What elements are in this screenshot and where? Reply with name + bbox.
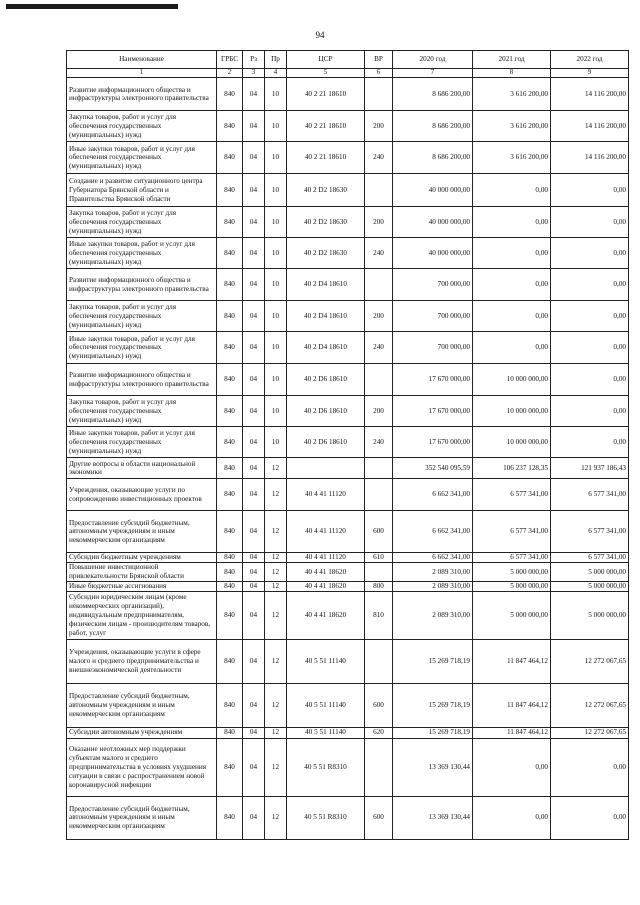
csr-cell: 40 4 41 18620: [287, 563, 365, 582]
csr-cell: 40 5 51 11140: [287, 639, 365, 683]
column-number: 3: [243, 69, 265, 78]
vr-cell: 240: [365, 238, 393, 269]
amount-2021: 0,00: [473, 796, 551, 839]
pr-cell: 12: [265, 511, 287, 553]
amount-2020: 15 269 718,19: [393, 639, 473, 683]
pr-cell: 10: [265, 269, 287, 301]
amount-2021: 11 847 464,12: [473, 727, 551, 738]
vr-cell: 600: [365, 683, 393, 727]
grbs-cell: 840: [217, 269, 243, 301]
pr-cell: 12: [265, 738, 287, 796]
amount-2022: 6 577 341,00: [551, 479, 629, 511]
vr-cell: 200: [365, 396, 393, 427]
amount-2021: 3 616 200,00: [473, 111, 551, 142]
grbs-cell: 840: [217, 639, 243, 683]
amount-2020: 13 369 130,44: [393, 738, 473, 796]
column-header: Рз: [243, 51, 265, 69]
table-row: [67, 458, 629, 479]
csr-cell: 40 2 D4 18610: [287, 269, 365, 301]
column-header: ГРБС: [217, 51, 243, 69]
amount-2020: 2 089 310,00: [393, 591, 473, 639]
rz-cell: 04: [243, 142, 265, 174]
row-name: Иные бюджетные ассигнования: [67, 581, 217, 591]
amount-2022: 0,00: [551, 427, 629, 458]
table-row: [67, 427, 629, 458]
vr-cell: 810: [365, 591, 393, 639]
vr-cell: 600: [365, 796, 393, 839]
pr-cell: 12: [265, 479, 287, 511]
pr-cell: 10: [265, 301, 287, 332]
row-name: Закупка товаров, работ и услуг для обеспечения государственных (муниципальных) нужд: [67, 301, 217, 332]
amount-2020: 352 540 095,59: [393, 458, 473, 479]
amount-2021: 10 000 000,00: [473, 364, 551, 396]
amount-2022: 0,00: [551, 174, 629, 207]
column-number: 7: [393, 69, 473, 78]
row-name: Иные закупки товаров, работ и услуг для обеспечения государственных (муниципальных) нужд: [67, 238, 217, 269]
amount-2022: 0,00: [551, 332, 629, 364]
rz-cell: 04: [243, 364, 265, 396]
amount-2020: 15 269 718,19: [393, 683, 473, 727]
row-name: Иные закупки товаров, работ и услуг для обеспечения государственных (муниципальных) нужд: [67, 142, 217, 174]
pr-cell: 10: [265, 427, 287, 458]
table-row: [67, 142, 629, 174]
amount-2020: 8 686 200,00: [393, 111, 473, 142]
pr-cell: 10: [265, 396, 287, 427]
vr-cell: [365, 738, 393, 796]
amount-2020: 2 089 310,00: [393, 581, 473, 591]
rz-cell: 04: [243, 563, 265, 582]
vr-cell: [365, 364, 393, 396]
pr-cell: 12: [265, 458, 287, 479]
table-row: [67, 581, 629, 591]
vr-cell: [365, 563, 393, 582]
vr-cell: 800: [365, 581, 393, 591]
row-name: Закупка товаров, работ и услуг для обеспечения государственных (муниципальных) нужд: [67, 396, 217, 427]
pr-cell: 10: [265, 207, 287, 238]
row-name: Субсидии автономным учреждениям: [67, 727, 217, 738]
amount-2021: 0,00: [473, 174, 551, 207]
table-body: [67, 78, 629, 840]
grbs-cell: 840: [217, 563, 243, 582]
rz-cell: 04: [243, 207, 265, 238]
amount-2021: 6 577 341,00: [473, 553, 551, 563]
amount-2021: 5 000 000,00: [473, 581, 551, 591]
rz-cell: 04: [243, 581, 265, 591]
row-name: Предоставление субсидий бюджетным, автономным учреждениям и иным некоммерческим организациям: [67, 683, 217, 727]
grbs-cell: 840: [217, 581, 243, 591]
pr-cell: 10: [265, 142, 287, 174]
pr-cell: 10: [265, 78, 287, 111]
rz-cell: 04: [243, 553, 265, 563]
csr-cell: 40 4 41 18620: [287, 581, 365, 591]
amount-2022: 5 000 000,00: [551, 581, 629, 591]
column-number: 2: [217, 69, 243, 78]
amount-2020: 6 662 341,00: [393, 553, 473, 563]
row-name: Развитие информационного общества и инфраструктуры электронного правительства: [67, 364, 217, 396]
csr-cell: 40 2 D6 18610: [287, 427, 365, 458]
rz-cell: 04: [243, 238, 265, 269]
vr-cell: 240: [365, 142, 393, 174]
amount-2022: 6 577 341,00: [551, 553, 629, 563]
table-row: [67, 553, 629, 563]
csr-cell: 40 2 D2 18630: [287, 238, 365, 269]
amount-2020: 8 686 200,00: [393, 142, 473, 174]
csr-cell: [287, 458, 365, 479]
grbs-cell: 840: [217, 796, 243, 839]
csr-cell: 40 2 D6 18610: [287, 396, 365, 427]
amount-2022: 0,00: [551, 738, 629, 796]
amount-2022: 14 116 200,00: [551, 78, 629, 111]
column-number: 5: [287, 69, 365, 78]
vr-cell: 200: [365, 111, 393, 142]
amount-2021: 3 616 200,00: [473, 142, 551, 174]
row-name: Развитие информационного общества и инфраструктуры электронного правительства: [67, 78, 217, 111]
amount-2021: 0,00: [473, 738, 551, 796]
pr-cell: 12: [265, 563, 287, 582]
table-row: [67, 591, 629, 639]
table-row: [67, 396, 629, 427]
amount-2022: 0,00: [551, 269, 629, 301]
amount-2021: 5 000 000,00: [473, 591, 551, 639]
pr-cell: 12: [265, 591, 287, 639]
table-row: [67, 78, 629, 111]
amount-2021: 11 847 464,12: [473, 639, 551, 683]
amount-2022: 6 577 341,00: [551, 511, 629, 553]
amount-2022: 14 116 200,00: [551, 111, 629, 142]
pr-cell: 12: [265, 683, 287, 727]
csr-cell: 40 2 D4 18610: [287, 301, 365, 332]
vr-cell: 620: [365, 727, 393, 738]
column-header: 2020 год: [393, 51, 473, 69]
amount-2021: 6 577 341,00: [473, 511, 551, 553]
amount-2020: 700 000,00: [393, 332, 473, 364]
amount-2021: 0,00: [473, 238, 551, 269]
amount-2021: 106 237 128,35: [473, 458, 551, 479]
amount-2022: 12 272 067,65: [551, 683, 629, 727]
pr-cell: 12: [265, 796, 287, 839]
amount-2020: 40 000 000,00: [393, 207, 473, 238]
vr-cell: [365, 458, 393, 479]
pr-cell: 12: [265, 639, 287, 683]
csr-cell: 40 2 21 18610: [287, 111, 365, 142]
pr-cell: 10: [265, 111, 287, 142]
table-row: [67, 796, 629, 839]
column-number: 6: [365, 69, 393, 78]
row-name: Иные закупки товаров, работ и услуг для обеспечения государственных (муниципальных) нужд: [67, 427, 217, 458]
row-name: Создание и развитие ситуационного центра Губернатора Брянской области и Правительства Брянской области: [67, 174, 217, 207]
amount-2021: 0,00: [473, 269, 551, 301]
row-name: Предоставление субсидий бюджетным, автономным учреждениям и иным некоммерческим организациям: [67, 511, 217, 553]
rz-cell: 04: [243, 479, 265, 511]
table-row: [67, 511, 629, 553]
table-row: [67, 563, 629, 582]
table-row: [67, 111, 629, 142]
grbs-cell: 840: [217, 458, 243, 479]
amount-2020: 15 269 718,19: [393, 727, 473, 738]
page-number: 94: [315, 30, 325, 40]
row-name: Субсидии юридическим лицам (кроме некоммерческих организаций), индивидуальным предпринимателям, физическим лицам - производителям товаров, работ, услуг: [67, 591, 217, 639]
pr-cell: 10: [265, 364, 287, 396]
table-row: [67, 479, 629, 511]
table-row: [67, 738, 629, 796]
grbs-cell: 840: [217, 238, 243, 269]
table-row: [67, 332, 629, 364]
column-number: 1: [67, 69, 217, 78]
grbs-cell: 840: [217, 364, 243, 396]
row-name: Повышение инвестиционной привлекательности Брянской области: [67, 563, 217, 582]
vr-cell: 240: [365, 332, 393, 364]
rz-cell: 04: [243, 332, 265, 364]
amount-2020: 17 670 000,00: [393, 396, 473, 427]
row-name: Предоставление субсидий бюджетным, автономным учреждениям и иным некоммерческим организациям: [67, 796, 217, 839]
rz-cell: 04: [243, 639, 265, 683]
row-name: Субсидии бюджетным учреждениям: [67, 553, 217, 563]
vr-cell: 200: [365, 207, 393, 238]
table-row: [67, 174, 629, 207]
amount-2022: 0,00: [551, 364, 629, 396]
rz-cell: 04: [243, 78, 265, 111]
grbs-cell: 840: [217, 174, 243, 207]
csr-cell: 40 5 51 11140: [287, 683, 365, 727]
grbs-cell: 840: [217, 78, 243, 111]
vr-cell: [365, 639, 393, 683]
vr-cell: [365, 78, 393, 111]
grbs-cell: 840: [217, 727, 243, 738]
csr-cell: 40 5 51 R8310: [287, 796, 365, 839]
amount-2021: 6 577 341,00: [473, 479, 551, 511]
amount-2020: 700 000,00: [393, 269, 473, 301]
amount-2020: 6 662 341,00: [393, 511, 473, 553]
grbs-cell: 840: [217, 396, 243, 427]
amount-2021: 11 847 464,12: [473, 683, 551, 727]
column-header: ВР: [365, 51, 393, 69]
amount-2021: 0,00: [473, 301, 551, 332]
csr-cell: 40 5 51 11140: [287, 727, 365, 738]
row-name: Закупка товаров, работ и услуг для обеспечения государственных (муниципальных) нужд: [67, 207, 217, 238]
column-header: 2021 год: [473, 51, 551, 69]
row-name: Оказание неотложных мер поддержки субъектам малого и среднего предпринимательства в условиях ухудшения ситуации в связи с распространением новой коронавирусной инфекции: [67, 738, 217, 796]
amount-2021: 10 000 000,00: [473, 396, 551, 427]
amount-2022: 14 116 200,00: [551, 142, 629, 174]
vr-cell: 240: [365, 427, 393, 458]
column-number: 4: [265, 69, 287, 78]
row-name: Закупка товаров, работ и услуг для обеспечения государственных (муниципальных) нужд: [67, 111, 217, 142]
csr-cell: 40 4 41 11120: [287, 479, 365, 511]
grbs-cell: 840: [217, 111, 243, 142]
vr-cell: [365, 174, 393, 207]
rz-cell: 04: [243, 727, 265, 738]
vr-cell: [365, 479, 393, 511]
column-header: Пр: [265, 51, 287, 69]
csr-cell: 40 2 D2 18630: [287, 207, 365, 238]
pr-cell: 12: [265, 581, 287, 591]
grbs-cell: 840: [217, 301, 243, 332]
rz-cell: 04: [243, 683, 265, 727]
column-header: ЦСР: [287, 51, 365, 69]
pr-cell: 10: [265, 238, 287, 269]
vr-cell: 610: [365, 553, 393, 563]
amount-2022: 0,00: [551, 796, 629, 839]
table-row: [67, 238, 629, 269]
grbs-cell: 840: [217, 738, 243, 796]
csr-cell: 40 5 51 R8310: [287, 738, 365, 796]
csr-cell: 40 4 41 18620: [287, 591, 365, 639]
amount-2021: 0,00: [473, 332, 551, 364]
pr-cell: 10: [265, 332, 287, 364]
csr-cell: 40 4 41 11120: [287, 511, 365, 553]
csr-cell: 40 2 D2 18630: [287, 174, 365, 207]
amount-2021: 5 000 000,00: [473, 563, 551, 582]
pr-cell: 10: [265, 174, 287, 207]
amount-2020: 6 662 341,00: [393, 479, 473, 511]
rz-cell: 04: [243, 427, 265, 458]
table-row: [67, 207, 629, 238]
amount-2021: 10 000 000,00: [473, 427, 551, 458]
grbs-cell: 840: [217, 207, 243, 238]
rz-cell: 04: [243, 396, 265, 427]
table-row: [67, 727, 629, 738]
table-row: [67, 639, 629, 683]
rz-cell: 04: [243, 111, 265, 142]
amount-2020: 8 686 200,00: [393, 78, 473, 111]
grbs-cell: 840: [217, 142, 243, 174]
grbs-cell: 840: [217, 591, 243, 639]
grbs-cell: 840: [217, 427, 243, 458]
csr-cell: 40 2 D6 18610: [287, 364, 365, 396]
table-header-row: [67, 51, 629, 69]
row-name: Учреждения, оказывающие услуги по сопровождению инвестиционных проектов: [67, 479, 217, 511]
amount-2022: 12 272 067,65: [551, 639, 629, 683]
amount-2022: 121 937 186,43: [551, 458, 629, 479]
table-row: [67, 683, 629, 727]
amount-2020: 40 000 000,00: [393, 174, 473, 207]
csr-cell: 40 2 21 18610: [287, 78, 365, 111]
rz-cell: 04: [243, 458, 265, 479]
amount-2020: 700 000,00: [393, 301, 473, 332]
budget-table: [66, 50, 629, 840]
grbs-cell: 840: [217, 683, 243, 727]
amount-2020: 40 000 000,00: [393, 238, 473, 269]
csr-cell: 40 2 21 18610: [287, 142, 365, 174]
amount-2021: 0,00: [473, 207, 551, 238]
row-name: Учреждения, оказывающие услуги в сфере малого и среднего предпринимательства и внешнеэкономической деятельности: [67, 639, 217, 683]
column-number: 9: [551, 69, 629, 78]
pr-cell: 12: [265, 553, 287, 563]
amount-2021: 3 616 200,00: [473, 78, 551, 111]
scan-corner-mark: [6, 4, 178, 9]
vr-cell: [365, 269, 393, 301]
row-name: Развитие информационного общества и инфраструктуры электронного правительства: [67, 269, 217, 301]
amount-2022: 12 272 067,65: [551, 727, 629, 738]
table-row: [67, 301, 629, 332]
amount-2020: 13 369 130,44: [393, 796, 473, 839]
column-number-row: [67, 69, 629, 78]
vr-cell: 600: [365, 511, 393, 553]
rz-cell: 04: [243, 174, 265, 207]
amount-2022: 0,00: [551, 238, 629, 269]
amount-2022: 0,00: [551, 396, 629, 427]
rz-cell: 04: [243, 591, 265, 639]
amount-2022: 5 000 000,00: [551, 591, 629, 639]
grbs-cell: 840: [217, 479, 243, 511]
rz-cell: 04: [243, 796, 265, 839]
grbs-cell: 840: [217, 553, 243, 563]
table-row: [67, 364, 629, 396]
amount-2022: 5 000 000,00: [551, 563, 629, 582]
column-number: 8: [473, 69, 551, 78]
grbs-cell: 840: [217, 332, 243, 364]
grbs-cell: 840: [217, 511, 243, 553]
csr-cell: 40 4 41 11120: [287, 553, 365, 563]
csr-cell: 40 2 D4 18610: [287, 332, 365, 364]
amount-2022: 0,00: [551, 207, 629, 238]
rz-cell: 04: [243, 511, 265, 553]
table-row: [67, 269, 629, 301]
rz-cell: 04: [243, 738, 265, 796]
row-name: Иные закупки товаров, работ и услуг для обеспечения государственных (муниципальных) нужд: [67, 332, 217, 364]
amount-2022: 0,00: [551, 301, 629, 332]
amount-2020: 2 089 310,00: [393, 563, 473, 582]
amount-2020: 17 670 000,00: [393, 364, 473, 396]
row-name: Другие вопросы в области национальной экономики: [67, 458, 217, 479]
amount-2020: 17 670 000,00: [393, 427, 473, 458]
rz-cell: 04: [243, 269, 265, 301]
pr-cell: 12: [265, 727, 287, 738]
column-header: 2022 год: [551, 51, 629, 69]
rz-cell: 04: [243, 301, 265, 332]
vr-cell: 200: [365, 301, 393, 332]
column-header: Наименование: [67, 51, 217, 69]
